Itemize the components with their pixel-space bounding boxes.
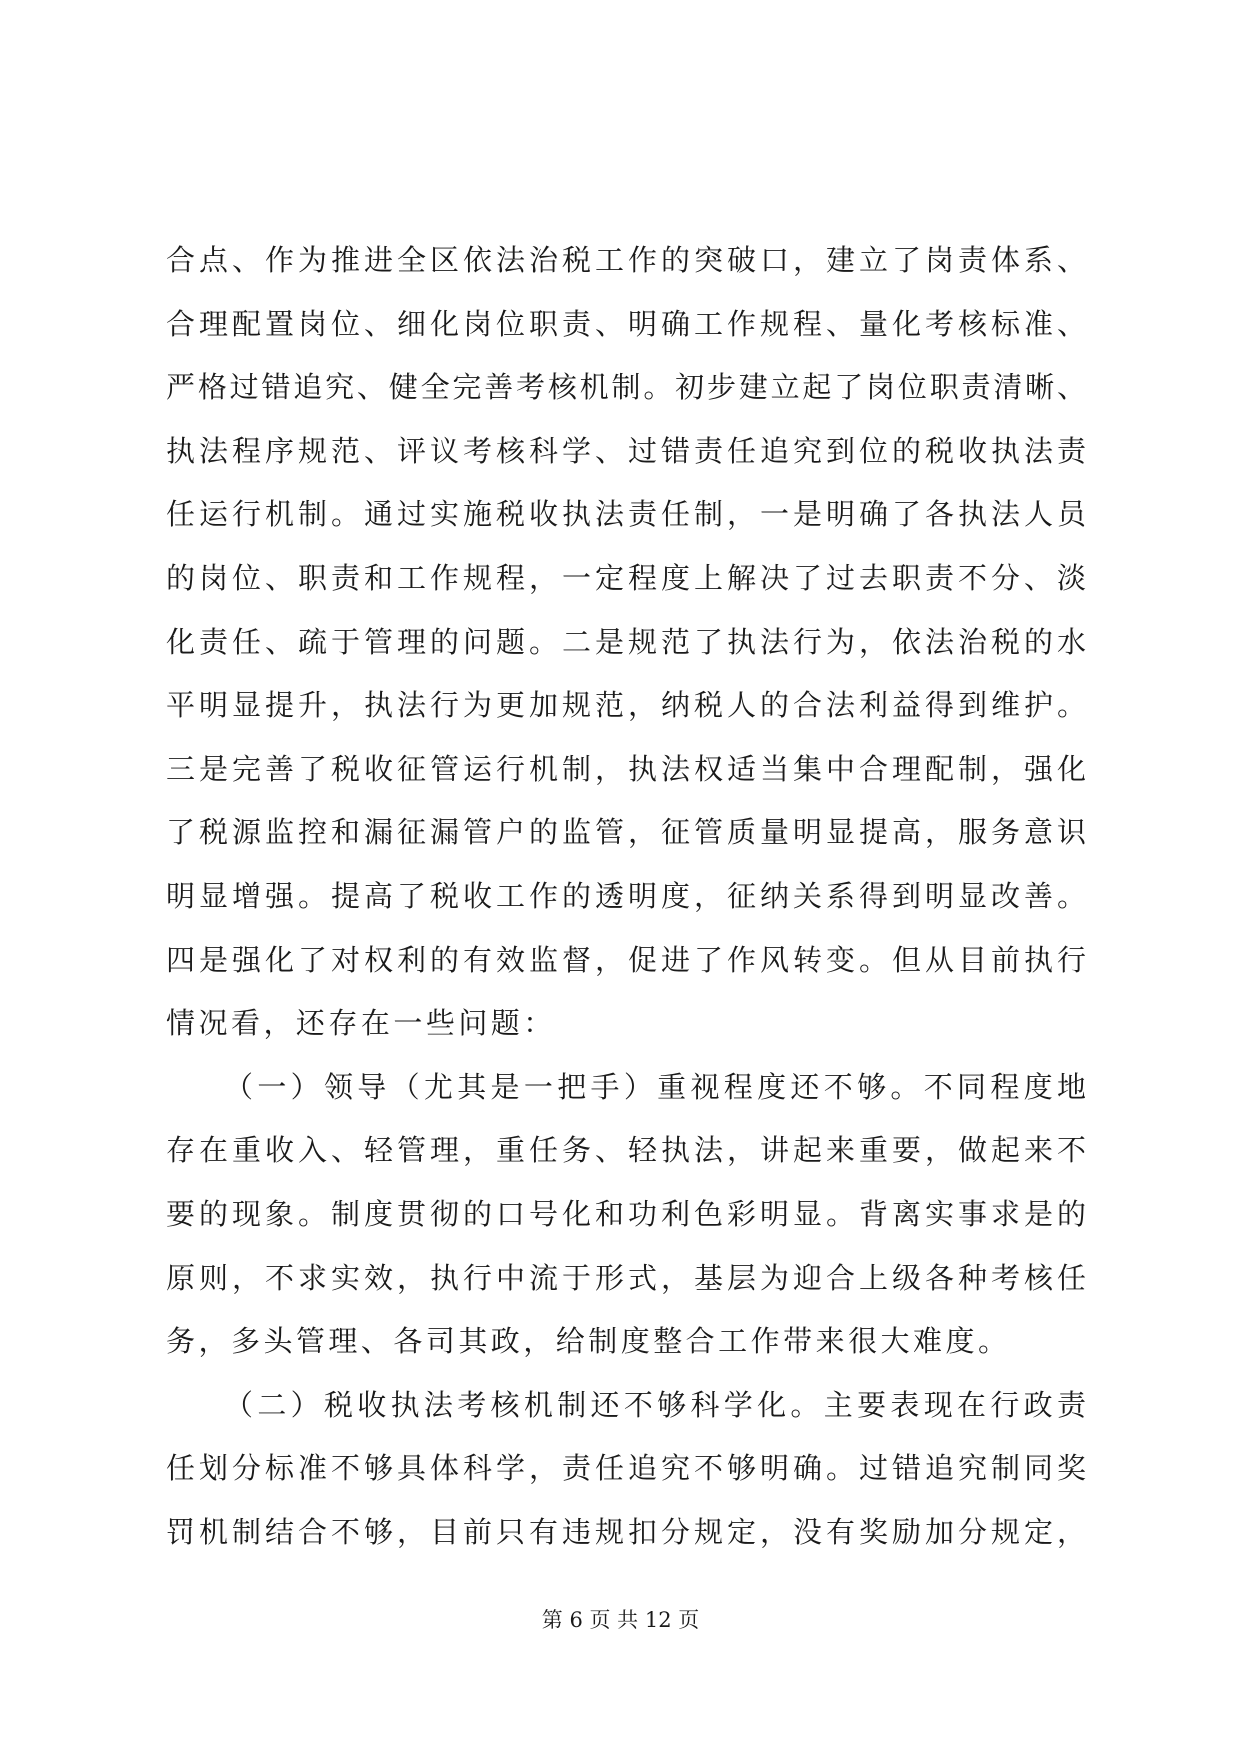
text-line: 要的现象。制度贯彻的口号化和功利色彩明显。背离实事求是的 — [166, 1196, 1086, 1231]
text-line: 罚机制结合不够，目前只有违规扣分规定，没有奖励加分规定， — [166, 1514, 1086, 1549]
text-line: 原则，不求实效，执行中流于形式，基层为迎合上级各种考核任 — [166, 1260, 1086, 1295]
text-line: 的岗位、职责和工作规程，一定程度上解决了过去职责不分、淡 — [166, 560, 1086, 595]
section-heading-line: （二）税收执法考核机制还不够科学化。主要表现在行政责 — [224, 1387, 1086, 1422]
text-line: 任运行机制。通过实施税收执法责任制，一是明确了各执法人员 — [166, 497, 1086, 532]
document-body — [166, 229, 1086, 1564]
page-number-footer: 第 6 页 共 12 页 — [541, 1608, 700, 1632]
text-line: 任划分标准不够具体科学，责任追究不够明确。过错追究制同奖 — [166, 1451, 1086, 1486]
text-line: 执法程序规范、评议考核科学、过错责任追究到位的税收执法责 — [166, 433, 1086, 468]
text-line: 合点、作为推进全区依法治税工作的突破口，建立了岗责体系、 — [166, 243, 1086, 277]
text-line: 三是完善了税收征管运行机制，执法权适当集中合理配制，强化 — [166, 751, 1086, 786]
text-line: 明显增强。提高了税收工作的透明度，征纳关系得到明显改善。 — [166, 878, 1086, 913]
text-line: 务，多头管理、各司其政，给制度整合工作带来很大难度。 — [166, 1324, 1011, 1359]
text-line: 平明显提升，执法行为更加规范，纳税人的合法利益得到维护。 — [166, 688, 1086, 723]
text-line: 了税源监控和漏征漏管户的监管，征管质量明显提高，服务意识 — [166, 815, 1086, 850]
text-line: 存在重收入、轻管理，重任务、轻执法，讲起来重要，做起来不 — [166, 1133, 1086, 1168]
text-line: 情况看，还存在一些问题： — [166, 1006, 556, 1041]
text-line: 四是强化了对权利的有效监督，促进了作风转变。但从目前执行 — [166, 942, 1086, 977]
text-line: 合理配置岗位、细化岗位职责、明确工作规程、量化考核标准、 — [166, 306, 1086, 341]
text-line: 严格过错追究、健全完善考核机制。初步建立起了岗位职责清晰、 — [166, 370, 1086, 405]
section-heading-line: （一）领导（尤其是一把手）重视程度还不够。不同程度地 — [224, 1069, 1086, 1104]
text-line: 化责任、疏于管理的问题。二是规范了执法行为，依法治税的水 — [166, 624, 1086, 659]
